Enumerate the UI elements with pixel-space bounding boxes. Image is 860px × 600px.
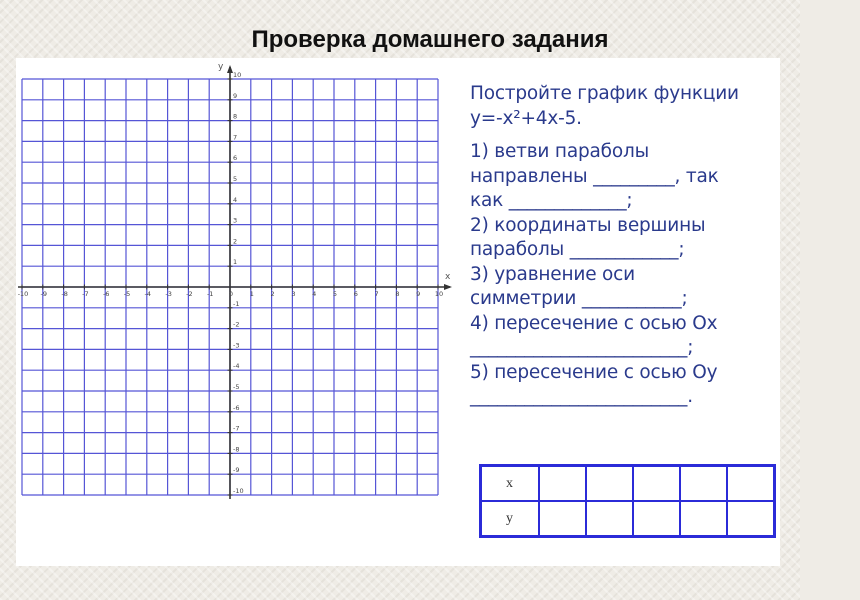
- x-axis-label: x: [445, 272, 451, 282]
- y-tick-label: -7: [233, 424, 240, 433]
- x-tick-label: 9: [416, 290, 421, 298]
- task-line: направлены _________, так: [470, 165, 719, 187]
- y-axis-label: y: [218, 62, 224, 72]
- x-tick-label: 7: [374, 290, 379, 298]
- table-row-label: x: [481, 466, 539, 502]
- content-panel: [16, 58, 780, 566]
- table-row: [481, 501, 775, 537]
- x-tick-label: 3: [291, 290, 296, 298]
- y-tick-label: 2: [233, 237, 238, 246]
- table-row: [481, 466, 775, 502]
- task-line: 2) координаты вершины: [470, 214, 706, 236]
- table-cell: [539, 501, 586, 537]
- y-tick-label: -5: [233, 383, 240, 391]
- y-tick-label: -2: [233, 320, 240, 329]
- x-tick-label: -3: [165, 290, 172, 298]
- x-tick-label: 2: [270, 290, 275, 298]
- task-line: как _____________;: [470, 190, 633, 211]
- coordinate-grid: [16, 58, 456, 495]
- y-tick-label: 4: [233, 195, 238, 204]
- task-spacer: [470, 131, 780, 140]
- y-tick-label: -10: [233, 487, 244, 495]
- task-line: параболы ____________;: [470, 239, 685, 260]
- x-axis-arrow: [444, 284, 452, 290]
- y-tick-label: 3: [233, 216, 238, 225]
- task-line: 5) пересечение с осью Оу: [470, 361, 718, 383]
- y-tick-label: -9: [233, 466, 240, 475]
- y-tick-label: -4: [233, 362, 240, 371]
- y-tick-label: -8: [233, 445, 240, 454]
- y-tick-label: 5: [233, 175, 238, 183]
- y-tick-label: -1: [233, 299, 240, 308]
- table-cell: [680, 501, 727, 537]
- task-line: симметрии ___________;: [470, 288, 688, 309]
- x-tick-label: -4: [144, 290, 152, 298]
- x-tick-label: -5: [123, 290, 131, 298]
- x-tick-label: 6: [353, 290, 358, 298]
- task-line: 1) ветви параболы: [470, 141, 650, 162]
- x-tick-label: 10: [434, 290, 444, 298]
- y-tick-label: 6: [233, 154, 238, 163]
- slide-title: Проверка домашнего задания: [251, 26, 609, 53]
- table-cell: [586, 501, 633, 537]
- table-cell: [539, 466, 586, 502]
- y-tick-label: 7: [233, 133, 238, 142]
- x-tick-label: 5: [332, 290, 338, 298]
- x-tick-label: 8: [395, 290, 400, 298]
- y-tick-label: -3: [233, 341, 240, 350]
- x-tick-label: -6: [102, 290, 110, 298]
- table-cell: [727, 501, 775, 537]
- task-line: Постройте график функции: [470, 83, 739, 104]
- table-cell: [633, 501, 680, 537]
- y-tick-label: -6: [233, 403, 240, 412]
- x-tick-label: 1: [249, 290, 254, 298]
- x-tick-label: -9: [40, 290, 48, 298]
- table-cell: [586, 466, 633, 502]
- task-line: ________________________.: [470, 386, 693, 407]
- x-tick-label: 0: [228, 290, 234, 298]
- table-cell: [727, 466, 775, 502]
- x-tick-label: -2: [186, 290, 193, 298]
- y-tick-label: 10: [233, 71, 242, 79]
- xy-value-table: [479, 464, 776, 538]
- task-line: ________________________;: [470, 337, 694, 358]
- x-tick-label: -8: [61, 290, 68, 298]
- task-text: [470, 82, 780, 410]
- x-tick-label: -7: [82, 290, 89, 298]
- x-tick-label: -1: [206, 290, 214, 298]
- table-row-label: y: [481, 501, 539, 537]
- task-line: y=-x²+4x-5.: [470, 107, 582, 129]
- y-tick-label: 8: [233, 112, 238, 121]
- y-tick-label: 9: [233, 91, 238, 100]
- table-cell: [680, 466, 727, 502]
- x-tick-label: 4: [312, 290, 317, 298]
- y-tick-label: 1: [233, 258, 238, 267]
- table-cell: [633, 466, 680, 502]
- task-line: 4) пересечение с осью Ох: [470, 312, 718, 334]
- x-tick-label: -10: [17, 290, 29, 298]
- task-line: 3) уравнение оси: [470, 263, 635, 285]
